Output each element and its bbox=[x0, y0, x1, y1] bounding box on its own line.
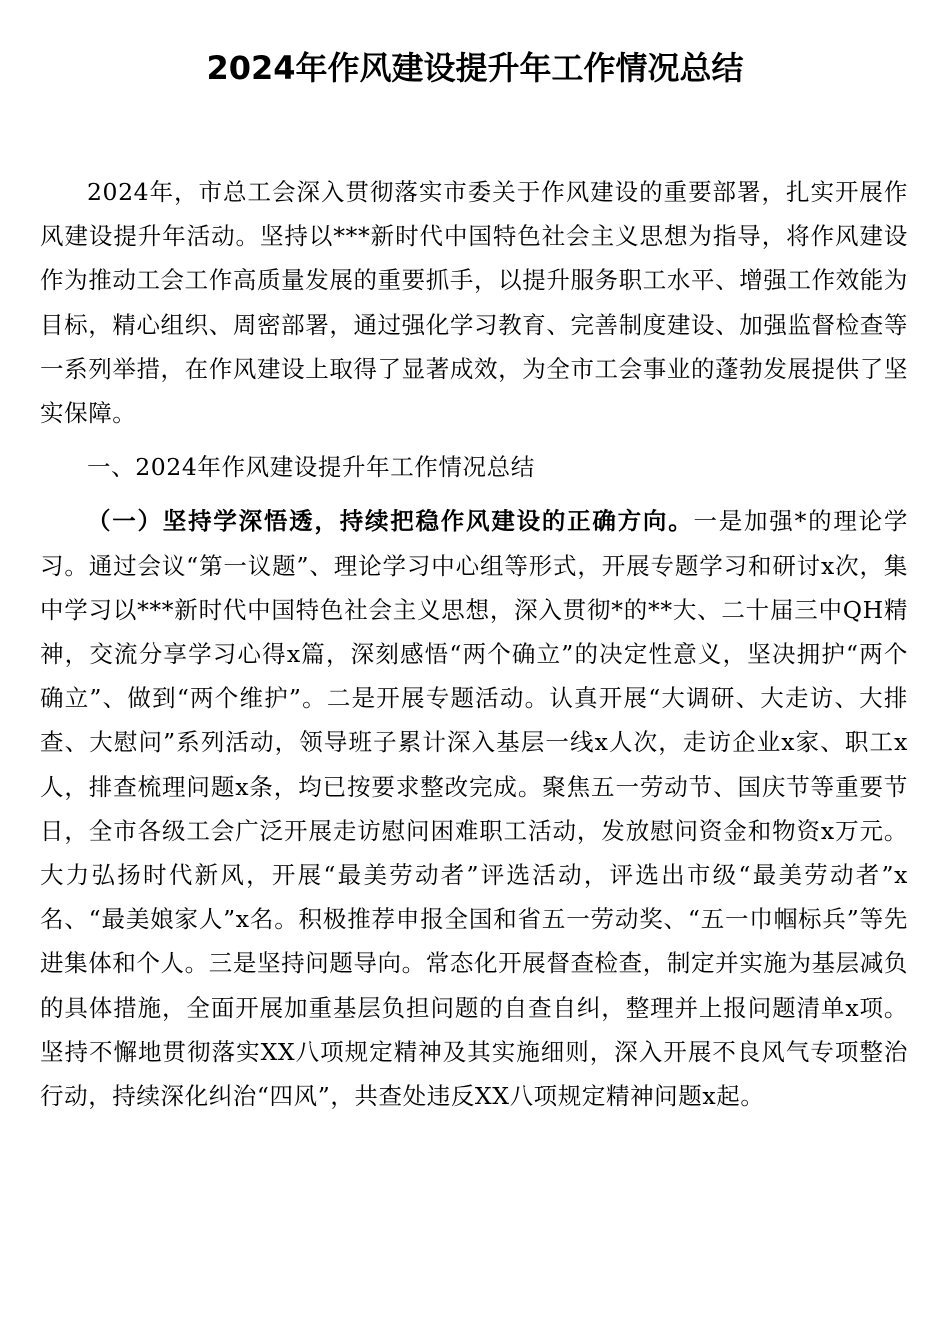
intro-paragraph: 2024年，市总工会深入贯彻落实市委关于作风建设的重要部署，扎实开展作风建设提升年活动。坚持以***新时代中国特色社会主义思想为指导，将作风建设作为推动工会工作高质量发展的重要抓手，以提升服务职工水平、增强工作效能为目标，精心组织、周密部署，通过强化学习教育、完善制度建设、加强监督检查等一系列举措，在作风建设上取得了显著成效，为全市工会事业的蓬勃发展提供了坚实保障。 bbox=[40, 178, 908, 428]
section-heading: 一、2024年作风建设提升年工作情况总结 bbox=[87, 453, 535, 482]
subsection-lead: （一）坚持学深悟透，持续把稳作风建设的正确方向。 bbox=[87, 507, 694, 536]
document-title: 2024年作风建设提升年工作情况总结 bbox=[206, 49, 744, 87]
document-body bbox=[40, 170, 908, 1118]
subsection-paragraph bbox=[40, 499, 908, 1118]
paragraph-gap bbox=[40, 435, 908, 445]
subsection-text: 一是加强*的理论学习。通过会议“第一议题”、理论学习中心组等形式，开展专题学习和研讨x次，集中学习以***新时代中国特色社会主义思想，深入贯彻*的**大、二十届三中QH精神，交流分享学习心得x篇，深刻感悟“两个确立”的决定性意义，坚决拥护“两个确立”、做到“两个维护”。二是开展专题活动。认真开展“大调研、大走访、大排查、大慰问”系列活动，领导班子累计深入基层一线x人次，走访企业x家、职工x人，排查梳理问题x条，均已按要求整改完成。聚焦五一劳动节、国庆节等重要节日，全市各级工会广泛开展走访慰问困难职工活动，发放慰问资金和物资x万元。大力弘扬时代新风，开展“最美劳动者”评选活动，评选出市级“最美劳动者”x名、“最美娘家人”x名。积极推荐申报全国和省五一劳动奖、“五一巾帼标兵”等先进集体和个人。三是坚持问题导向。常态化开展督查检查，制定并实施为基层减负的具体措施，全面开展加重基层负担问题的自查自纠，整理并上报问题清单x项。坚持不懈地贯彻落实XX八项规定精神及其实施细则，深入开展不良风气专项整治行动，持续深化纠治“四风”，共查处违反XX八项规定精神问题x起。 bbox=[40, 507, 908, 1111]
paragraph-gap bbox=[40, 489, 908, 499]
